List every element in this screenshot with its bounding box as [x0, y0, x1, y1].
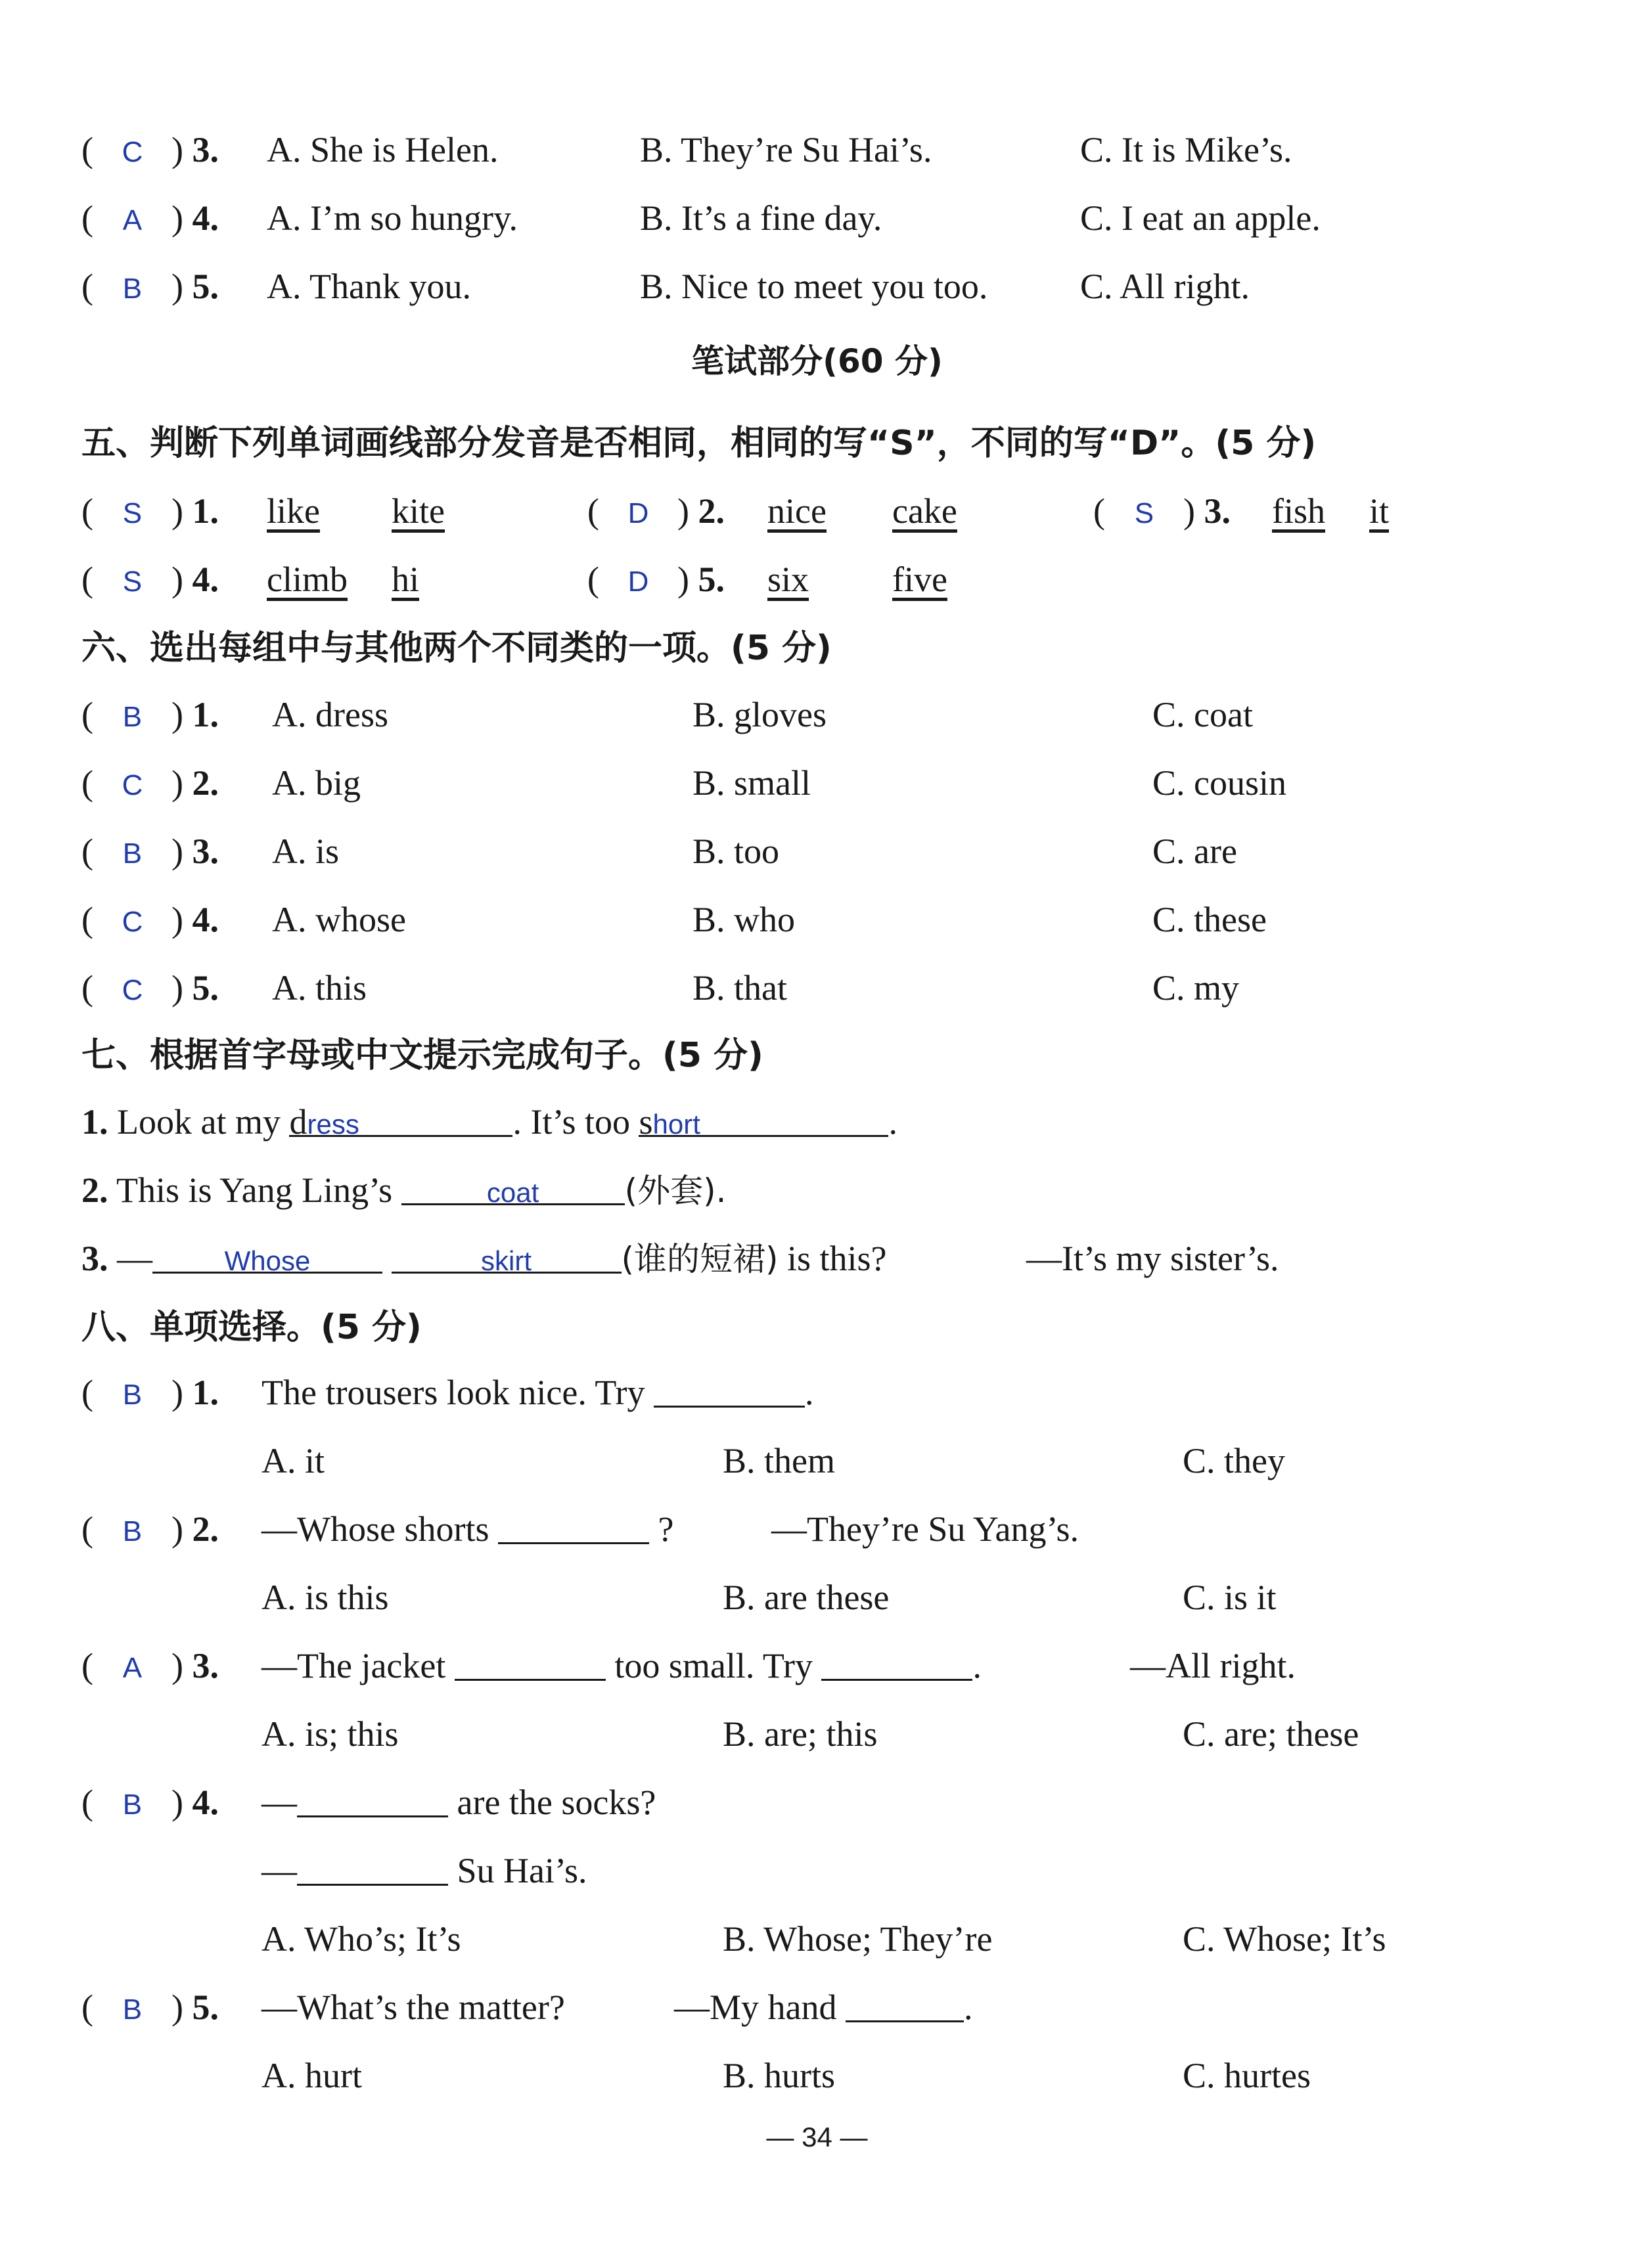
written-section-title: 笔试部分(60 分) — [691, 342, 943, 380]
option-a: A. hurt — [261, 2056, 362, 2095]
word-1: like — [267, 491, 320, 531]
option-a: A. Thank you. — [267, 267, 471, 306]
question-row: ( B ) 5. A. Thank you. B. Nice to meet you too. C. All right. — [81, 255, 1581, 318]
option-b: B. They’re Su Hai’s. — [640, 130, 932, 169]
word-2: hi — [392, 560, 420, 599]
answer-blank — [297, 1771, 448, 1817]
page-number: — 34 — — [766, 2122, 868, 2152]
answer: B — [122, 1515, 143, 1547]
answer-blank — [498, 1498, 649, 1544]
option-c: C. It is Mike’s. — [1080, 130, 1292, 169]
option-b: B. It’s a fine day. — [640, 198, 882, 238]
option-c: C. cousin — [1152, 763, 1287, 803]
section-7-heading: 七、根据首字母或中文提示完成句子。(5 分) — [81, 1036, 763, 1075]
worksheet-page: ( C ) 3. A. She is Helen. B. They’re Su Hai’s. C. It is Mike’s. ( A ) 4. A. I’m so hungry. B. It’s a fine day. C. I eat an apple. ( B ) 5. A. Thank you. B. Nice to meet you too. C. All right. 笔试部分(60 分) 五、判断下列单词画线部分发音是否相同，相同的写“S”，不同的写“D”。(5 分) ( S ) 1. like kite ( D ) 2. nice cake ( S ) 3. fish it ( S ) 4. climb hi ( D ) 5. six five 六、选出每组中与其他两个不同类的一项。(5 分) ( B ) 1. A. dress B. gloves C. coat ( C ) 2. A. big B. small C. cousin ( B ) 3. A. is B. too C. are ( C ) 4. A. whose B. who C. these ( C ) 5. A. this B. that C. my 七、根据首字母或中文提示完成句子。(5 分) 1. Look at my dress . It’s too short . 2. This is Yang Ling’s coat (外套). 3. — Whose skirt (谁的短裙) is this? —It’s my sister’s. 八、单项选择。(5 分) ( B ) 1. The trousers look nice. Try . A. it B. them C. they ( B ) 2. —Whose shorts ? —They’re Su Yang’s. A. is this B. are these C. is it ( A ) 3. —The jacket too small. Try . —All right. A. is; this B. are; this C. are; these ( B ) 4. — are the socks? — Su Hai’s. A. Who’s; It’s B. Whose; They’re C. Whose; It’s ( B ) 5. —What’s the matter? —My hand . A. hurt B. hurts C. hurtes — 34 — — [0, 0, 1634, 2268]
word-1: fish — [1272, 491, 1325, 531]
option-b: B. them — [723, 1441, 835, 1480]
answer: D — [627, 566, 649, 598]
question-row: ( S ) 1. like kite ( D ) 2. nice cake ( S ) 3. fish it — [81, 479, 1581, 543]
answer-blank — [297, 1839, 448, 1886]
answer: B — [122, 837, 143, 870]
question-row: ( C ) 2. A. big B. small C. cousin — [81, 751, 1581, 814]
sentence-row: 3. — Whose skirt (谁的短裙) is this? —It’s my sister’s. — [81, 1227, 1581, 1290]
answer-blank — [654, 1361, 805, 1408]
question-row: ( B ) 5. —What’s the matter? —My hand . — [81, 1976, 1581, 2039]
question-row: ( A ) 3. —The jacket too small. Try . —All right. — [81, 1634, 1581, 1697]
word-2: kite — [392, 491, 445, 531]
option-a: A. is — [272, 832, 340, 871]
answer: B — [122, 701, 143, 733]
answer: A — [122, 204, 143, 236]
option-c: C. my — [1152, 968, 1240, 1008]
option-b: B. are these — [723, 1578, 890, 1617]
option-b: B. Nice to meet you too. — [640, 267, 988, 306]
question-row: ( B ) 3. A. is B. too C. are — [81, 820, 1581, 883]
option-c: C. are — [1152, 832, 1237, 871]
option-c: C. All right. — [1080, 267, 1250, 306]
sentence-row: 2. This is Yang Ling’s coat (外套). — [81, 1159, 1581, 1222]
option-b: B. too — [692, 832, 780, 871]
option-b: B. that — [692, 968, 787, 1008]
answer-blank: dress — [289, 1090, 512, 1137]
word-1: climb — [267, 560, 348, 599]
question-row: ( A ) 4. A. I’m so hungry. B. It’s a fine day. C. I eat an apple. — [81, 187, 1581, 250]
answer-blank: skirt — [392, 1227, 622, 1274]
question-row: ( C ) 5. A. this B. that C. my — [81, 956, 1581, 1019]
answer: C — [122, 136, 143, 168]
section-5-heading: 五、判断下列单词画线部分发音是否相同，相同的写“S”，不同的写“D”。(5 分) — [81, 424, 1317, 463]
option-c: C. is it — [1183, 1578, 1277, 1617]
word-2: it — [1369, 491, 1390, 531]
option-c: C. hurtes — [1183, 2056, 1311, 2095]
answer: C — [122, 906, 143, 938]
option-b: B. are; this — [723, 1714, 878, 1754]
option-a: A. is this — [261, 1578, 389, 1617]
option-b: B. gloves — [692, 695, 827, 734]
option-a: A. She is Helen. — [267, 130, 499, 169]
answer: S — [122, 497, 143, 529]
question-row: ( S ) 4. climb hi ( D ) 5. six five — [81, 548, 1581, 611]
question-row: ( B ) 1. A. dress B. gloves C. coat — [81, 683, 1581, 746]
option-a: A. dress — [272, 695, 388, 734]
option-c: C. Whose; It’s — [1183, 1919, 1386, 1959]
word-2: cake — [892, 491, 957, 531]
section-6-heading: 六、选出每组中与其他两个不同类的一项。(5 分) — [81, 629, 832, 668]
question-row: ( C ) 4. A. whose B. who C. these — [81, 888, 1581, 951]
option-a: A. it — [261, 1441, 325, 1480]
word-1: nice — [767, 491, 827, 531]
word-2: five — [892, 560, 947, 599]
answer: B — [122, 273, 143, 305]
option-b: B. hurts — [723, 2056, 836, 2095]
option-c: C. coat — [1152, 695, 1253, 734]
option-c: C. are; these — [1183, 1714, 1359, 1754]
question-row: ( B ) 1. The trousers look nice. Try . — [81, 1361, 1581, 1424]
option-a: A. big — [272, 763, 361, 803]
answer-blank: Whose — [152, 1227, 382, 1274]
option-b: B. small — [692, 763, 811, 803]
option-c: C. I eat an apple. — [1080, 198, 1321, 238]
question-row: ( B ) 2. —Whose shorts ? —They’re Su Yang’s. — [81, 1498, 1581, 1561]
answer-blank — [846, 1976, 964, 2022]
option-a: A. whose — [272, 900, 406, 939]
answer: D — [627, 497, 649, 529]
option-c: C. these — [1152, 900, 1267, 939]
answer: S — [1134, 497, 1154, 529]
answer-blank — [455, 1634, 606, 1681]
answer: B — [122, 1993, 143, 2026]
section-8-heading: 八、单项选择。(5 分) — [81, 1308, 422, 1347]
word-1: six — [767, 560, 809, 599]
question-row: ( C ) 3. A. She is Helen. B. They’re Su Hai’s. C. It is Mike’s. — [81, 118, 1581, 181]
option-c: C. they — [1183, 1441, 1285, 1480]
option-a: A. I’m so hungry. — [267, 198, 518, 238]
option-a: A. is; this — [261, 1714, 399, 1754]
sentence-row: 1. Look at my dress . It’s too short . — [81, 1090, 1581, 1153]
option-b: B. Whose; They’re — [723, 1919, 993, 1959]
option-a: A. Who’s; It’s — [261, 1919, 461, 1959]
answer: B — [122, 1379, 143, 1411]
question-row: ( B ) 4. — are the socks? — [81, 1771, 1581, 1834]
answer: C — [122, 769, 143, 801]
answer: A — [122, 1652, 143, 1684]
answer: S — [122, 566, 143, 598]
option-b: B. who — [692, 900, 796, 939]
option-a: A. this — [272, 968, 367, 1008]
answer: C — [122, 974, 143, 1006]
answer: B — [122, 1789, 143, 1821]
answer-blank: short — [639, 1090, 888, 1137]
answer-blank — [821, 1634, 972, 1681]
answer-blank: coat — [401, 1159, 625, 1205]
